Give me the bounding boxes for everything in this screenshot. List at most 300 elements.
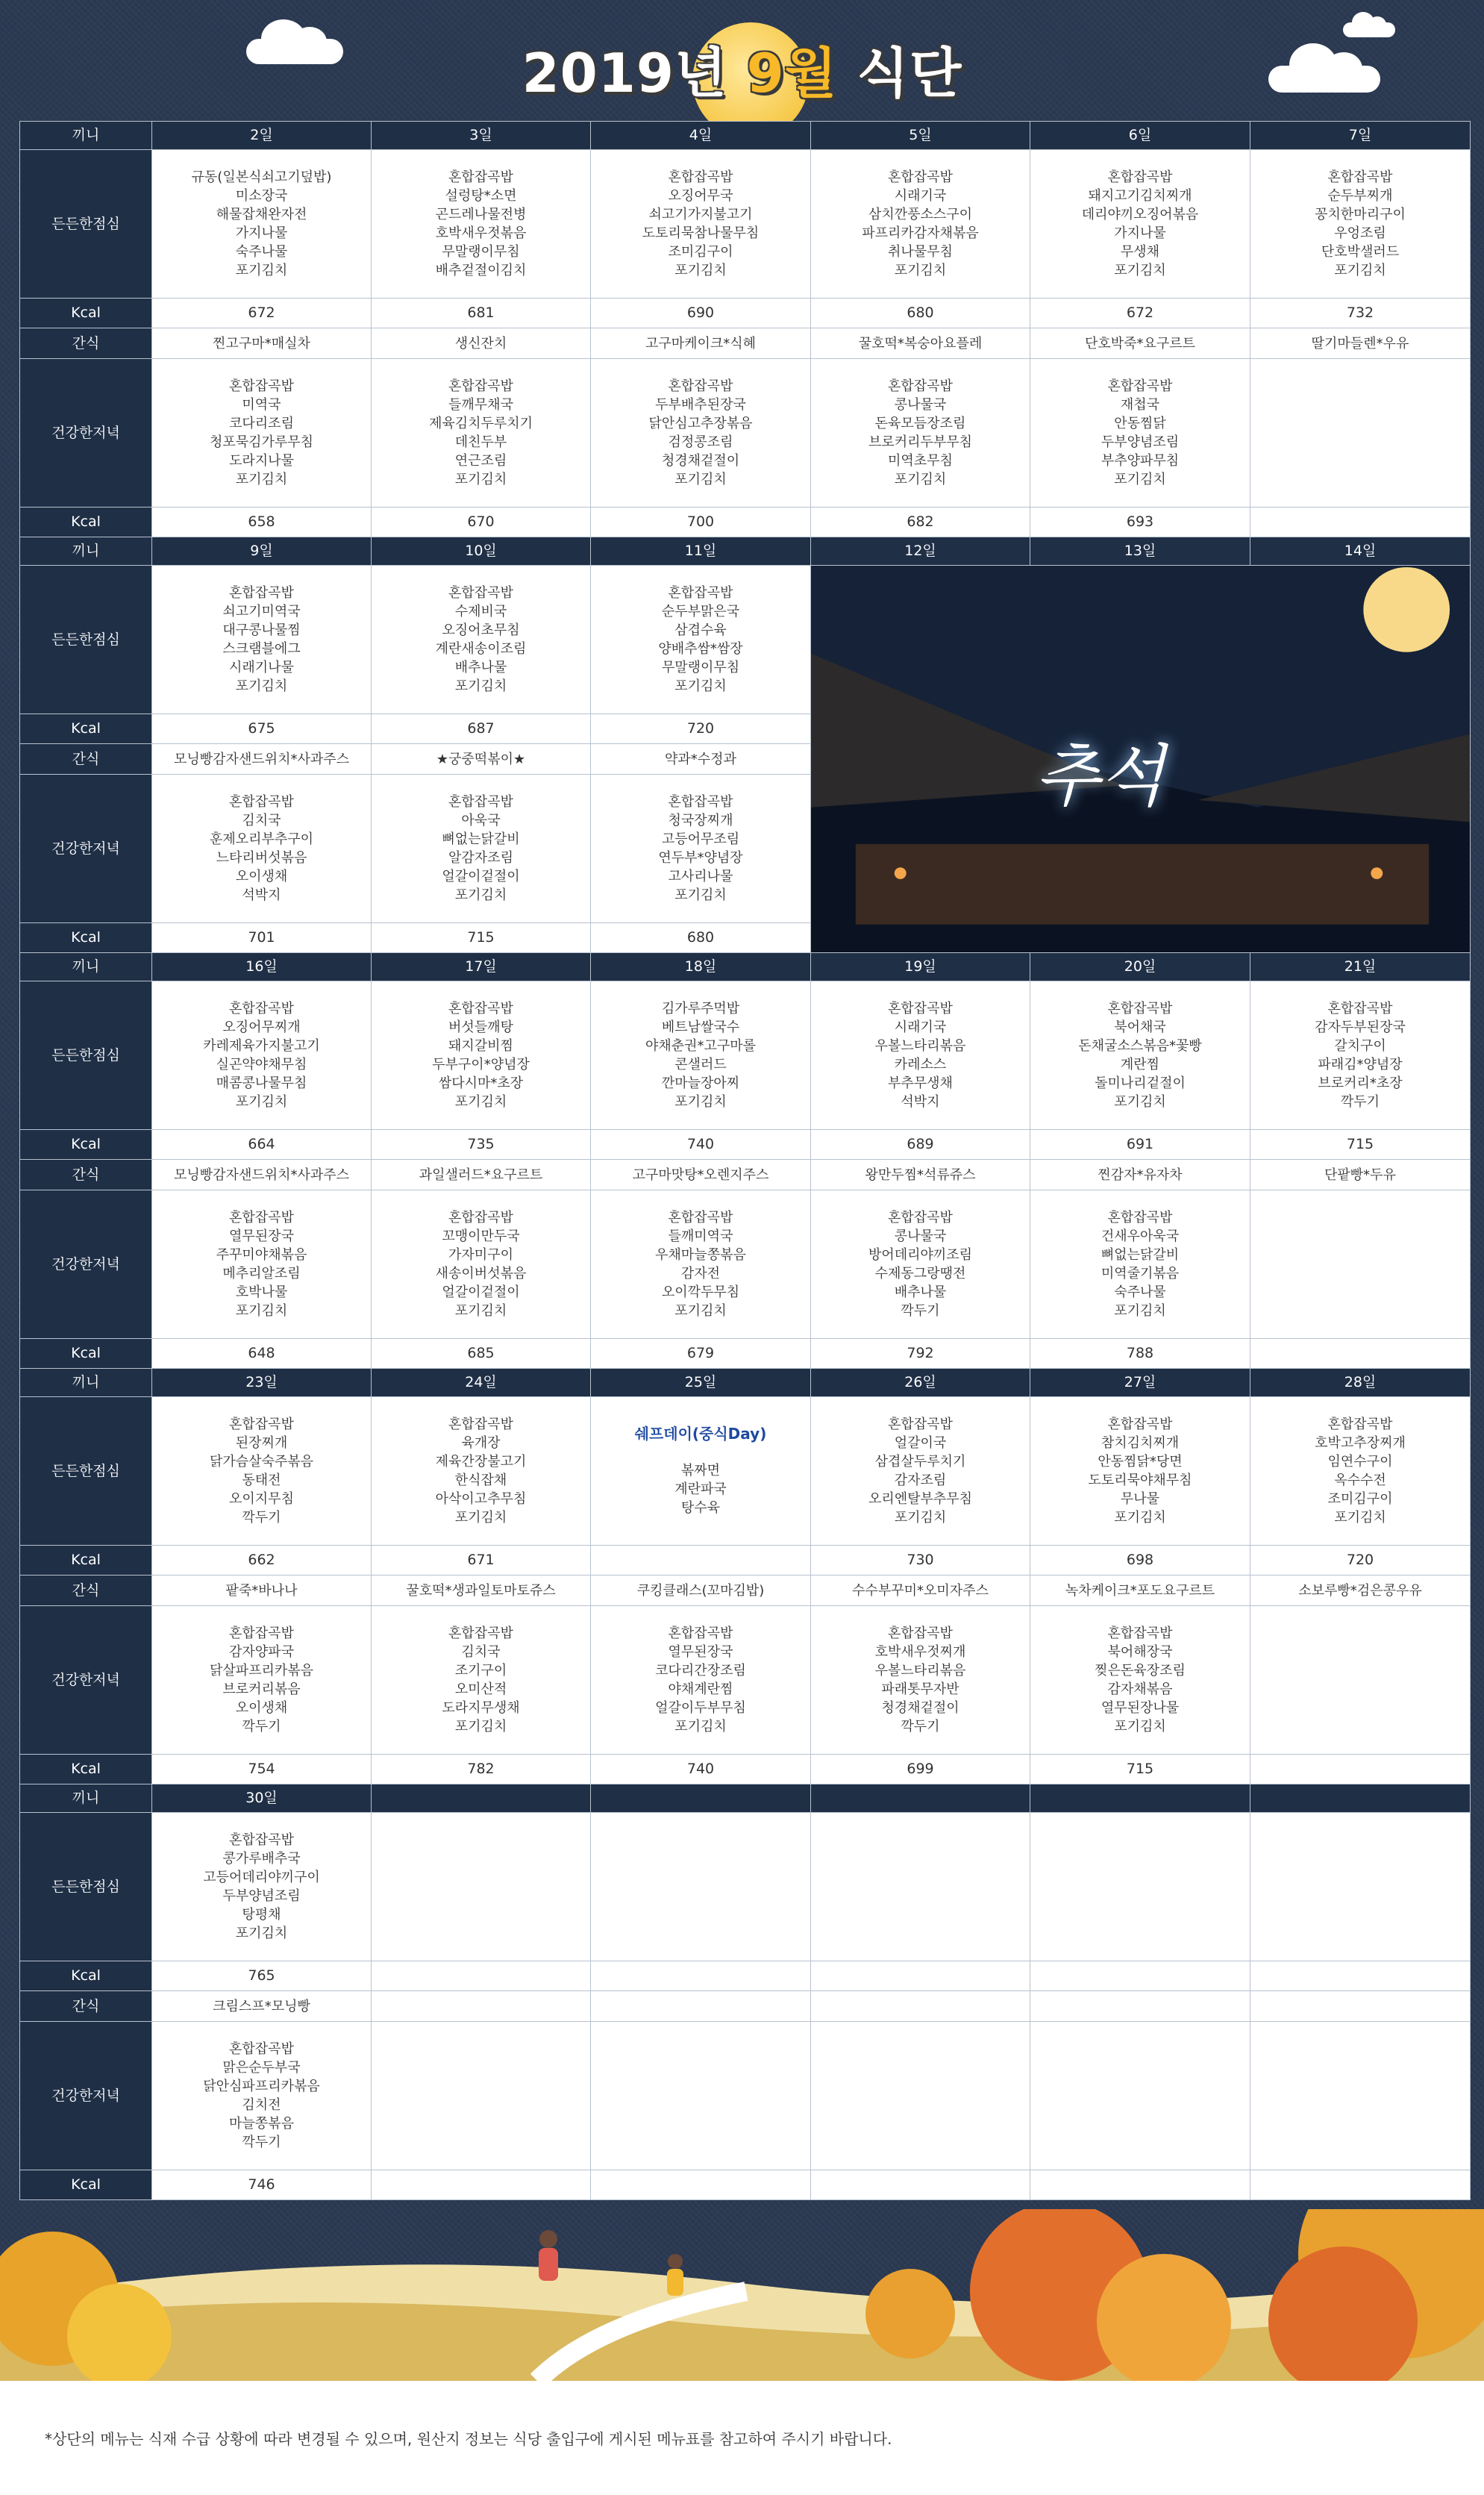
table-row — [20, 1339, 1471, 1369]
lunch-kcal-cell: 698 — [1030, 1546, 1250, 1576]
menu-item: 매콤콩나물무침 — [216, 1075, 307, 1091]
menu-item: 깍두기 — [901, 1719, 940, 1734]
day-header — [1250, 1784, 1471, 1813]
menu-item: 뼈없는닭갈비 — [442, 831, 520, 847]
menu-item: 열무된장국 — [229, 1228, 294, 1244]
menu-item: 석박지 — [242, 887, 281, 903]
menu-item: 파래김*양념장 — [1318, 1057, 1403, 1072]
menu-item: 포기김치 — [674, 678, 727, 694]
menu-item: 호박고추장찌개 — [1315, 1435, 1406, 1451]
dinner-cell — [152, 775, 372, 923]
menu-item: 카레제육가지불고기 — [203, 1038, 320, 1054]
dinner-kcal-cell — [372, 2170, 591, 2200]
table-row — [20, 1961, 1471, 1991]
row-label: 건강한저녁 — [20, 775, 152, 923]
menu-item: 포기김치 — [674, 1719, 727, 1734]
menu-item: 닭가슴살숙주볶음 — [209, 1454, 314, 1470]
menu-item: 포기김치 — [894, 1510, 947, 1526]
day-header: 20일 — [1030, 953, 1250, 981]
title-month: 9월 — [746, 42, 838, 104]
menu-item: 우엉조림 — [1334, 225, 1386, 241]
day-header: 6일 — [1030, 122, 1250, 150]
lunch-cell — [372, 566, 591, 714]
dinner-kcal-cell — [1030, 2170, 1250, 2200]
table-row — [20, 537, 1471, 566]
snack-cell: 과일샐러드*요구르트 — [372, 1160, 591, 1190]
menu-item: 혼합잡곡밥 — [668, 1626, 733, 1641]
menu-item: 미역줄기볶음 — [1101, 1266, 1180, 1281]
menu-item: 포기김치 — [674, 472, 727, 487]
dinner-kcal-cell: 782 — [372, 1755, 591, 1784]
menu-item: 된장찌개 — [235, 1435, 288, 1451]
row-label: Kcal — [20, 299, 152, 328]
snack-cell: 수수부꾸미*오미자주스 — [811, 1576, 1030, 1606]
day-header: 27일 — [1030, 1369, 1250, 1397]
menu-item: 혼합잡곡밥 — [448, 1626, 513, 1641]
menu-item: 돼지고기김치찌개 — [1088, 188, 1192, 204]
lunch-cell — [1250, 150, 1471, 299]
menu-item: 뼈없는닭갈비 — [1101, 1247, 1180, 1263]
day-header: 10일 — [372, 537, 591, 566]
row-label: 끼니 — [20, 953, 152, 981]
day-header: 30일 — [152, 1784, 372, 1813]
menu-item: 혼합잡곡밥 — [668, 794, 733, 810]
snack-cell: ★궁중떡볶이★ — [372, 744, 591, 775]
dinner-cell — [1250, 1606, 1471, 1755]
row-label: 든든한점심 — [20, 1397, 152, 1546]
table-row — [20, 1606, 1471, 1755]
dinner-cell — [591, 1606, 811, 1755]
menu-item: 깍두기 — [901, 1303, 940, 1319]
menu-item: 혼합잡곡밥 — [229, 585, 294, 601]
menu-item: 시래기나물 — [229, 660, 294, 675]
menu-item: 포기김치 — [454, 472, 507, 487]
menu-item: 갈치구이 — [1334, 1038, 1386, 1054]
dinner-cell — [1030, 1606, 1250, 1755]
day-header: 26일 — [811, 1369, 1030, 1397]
menu-item: 포기김치 — [1334, 1510, 1386, 1526]
dinner-kcal-cell: 754 — [152, 1755, 372, 1784]
lunch-cell — [372, 981, 591, 1130]
menu-item: 얼갈이두부무침 — [655, 1700, 746, 1716]
menu-item: 쇠고기가지불고기 — [648, 207, 753, 222]
menu-item: 혼합잡곡밥 — [888, 1001, 953, 1017]
day-header: 21일 — [1250, 953, 1471, 981]
menu-item: 포기김치 — [235, 472, 288, 487]
lunch-kcal-cell — [591, 1961, 811, 1991]
dinner-kcal-cell: 682 — [811, 508, 1030, 537]
menu-item: 데친두부 — [454, 434, 507, 450]
menu-item: 혼합잡곡밥 — [229, 1626, 294, 1641]
lunch-kcal-cell: 735 — [372, 1130, 591, 1160]
menu-item: 탕평채 — [242, 1907, 281, 1923]
menu-item: 혼합잡곡밥 — [668, 378, 733, 394]
dinner-kcal-cell: 679 — [591, 1339, 811, 1369]
lunch-cell — [152, 981, 372, 1130]
menu-item: 야채춘권*고구마롤 — [645, 1038, 757, 1054]
menu-item: 삼겹살두루치기 — [874, 1454, 966, 1470]
menu-item: 파래톳무자반 — [881, 1681, 959, 1697]
menu-item: 포기김치 — [235, 678, 288, 694]
snack-cell — [591, 1991, 811, 2022]
chuseok-holiday-image — [811, 566, 1471, 953]
menu-item: 얼갈이국 — [894, 1435, 947, 1451]
lunch-cell — [1250, 1397, 1471, 1546]
menu-item: 조기구이 — [454, 1663, 507, 1679]
snack-cell: 찐감자*유자차 — [1030, 1160, 1250, 1190]
day-header: 9일 — [152, 537, 372, 566]
table-row — [20, 1160, 1471, 1190]
menu-item: 맑은순두부국 — [222, 2060, 301, 2076]
menu-item: 오리엔탈부추무침 — [868, 1491, 973, 1507]
dinner-kcal-cell: 680 — [591, 923, 811, 953]
menu-item: 감자양파국 — [229, 1644, 294, 1660]
dinner-kcal-cell — [1250, 2170, 1471, 2200]
menu-item: 포기김치 — [454, 1719, 507, 1734]
dinner-kcal-cell: 670 — [372, 508, 591, 537]
day-header: 7일 — [1250, 122, 1471, 150]
chuseok-title: 추석 — [1035, 737, 1165, 816]
dinner-cell — [372, 2022, 591, 2170]
menu-item: 아욱국 — [461, 813, 501, 828]
menu-item: 혼합잡곡밥 — [448, 1417, 513, 1432]
menu-item: 연두부*양념장 — [658, 850, 743, 866]
menu-item: 닭안심파프리카볶음 — [203, 2079, 320, 2094]
row-label: 끼니 — [20, 537, 152, 566]
menu-item: 야채계란찜 — [668, 1681, 733, 1697]
row-label: Kcal — [20, 1961, 152, 1991]
lunch-kcal-cell: 740 — [591, 1130, 811, 1160]
menu-item: 고등어데리야끼구이 — [203, 1870, 320, 1885]
dinner-kcal-cell: 715 — [372, 923, 591, 953]
menu-item: 꼬맹이만두국 — [442, 1228, 520, 1244]
menu-item: 포기김치 — [235, 1094, 288, 1110]
table-row — [20, 953, 1471, 981]
menu-item: 얼갈이겉절이 — [442, 1284, 520, 1300]
menu-item: 포기김치 — [454, 887, 507, 903]
menu-item: 두부양념조림 — [222, 1888, 301, 1904]
menu-item: 숙주나물 — [1114, 1284, 1166, 1300]
menu-item: 무나물 — [1120, 1491, 1160, 1507]
dinner-cell — [811, 359, 1030, 508]
footer-note: *상단의 메뉴는 식재 수급 상황에 따라 변경될 수 있으며, 원산지 정보는 식당 출입구에 게시된 메뉴표를 참고하여 주시기 바랍니다. — [45, 2430, 892, 2448]
menu-item: 카레소스 — [894, 1057, 947, 1072]
menu-item: 수제비국 — [454, 604, 507, 619]
menu-item: 재첩국 — [1120, 397, 1160, 413]
table-row — [20, 1784, 1471, 1813]
menu-item: 훈제오리부추구이 — [209, 831, 314, 847]
menu-item: 깍두기 — [242, 2135, 281, 2150]
lunch-kcal-cell: 675 — [152, 714, 372, 744]
menu-item: 한식잡채 — [454, 1473, 507, 1488]
dinner-kcal-cell — [1250, 508, 1471, 537]
menu-item: 메추리알조림 — [222, 1266, 301, 1281]
menu-item: 제육간장불고기 — [435, 1454, 527, 1470]
row-label: 끼니 — [20, 1784, 152, 1813]
menu-item: 혼합잡곡밥 — [1327, 1001, 1393, 1017]
lunch-kcal-cell: 715 — [1250, 1130, 1471, 1160]
lunch-cell — [372, 1397, 591, 1546]
menu-item: 스크램블에그 — [222, 641, 301, 657]
row-label: Kcal — [20, 1546, 152, 1576]
menu-item: 포기김치 — [1114, 472, 1166, 487]
lunch-kcal-cell: 680 — [811, 299, 1030, 328]
row-label: 든든한점심 — [20, 981, 152, 1130]
lunch-cell — [591, 1813, 811, 1961]
menu-item: 들깨무채국 — [448, 397, 513, 413]
day-header: 11일 — [591, 537, 811, 566]
menu-item: 알감자조림 — [448, 850, 513, 866]
menu-item: 포기김치 — [894, 263, 947, 278]
dinner-cell — [152, 359, 372, 508]
menu-item: 안동찜닭 — [1114, 416, 1166, 431]
menu-item: 혼합잡곡밥 — [229, 2041, 294, 2057]
dinner-cell — [811, 1606, 1030, 1755]
menu-item: 두부배추된장국 — [655, 397, 746, 413]
menu-item: 미역국 — [242, 397, 281, 413]
dinner-kcal-cell: 658 — [152, 508, 372, 537]
menu-item: 청포묵김가루무침 — [209, 434, 314, 450]
snack-cell: 약과*수정과 — [591, 744, 811, 775]
dinner-kcal-cell: 792 — [811, 1339, 1030, 1369]
lunch-cell — [811, 150, 1030, 299]
menu-item: 우채마늘쫑볶음 — [655, 1247, 746, 1263]
snack-cell: 모닝빵감자샌드위치*사과주스 — [152, 1160, 372, 1190]
lunch-cell — [1030, 1397, 1250, 1546]
day-header: 16일 — [152, 953, 372, 981]
row-label: 끼니 — [20, 122, 152, 150]
menu-item: 포기김치 — [1114, 1094, 1166, 1110]
menu-item: 깐마늘장아찌 — [661, 1075, 740, 1091]
menu-item: 동태전 — [242, 1473, 281, 1488]
table-row — [20, 359, 1471, 508]
menu-item: 혼합잡곡밥 — [1327, 1417, 1393, 1432]
menu-item: 고사리나물 — [668, 869, 733, 884]
menu-item: 파프리카감자채볶음 — [862, 225, 979, 241]
menu-item: 청국장찌개 — [668, 813, 733, 828]
menu-item: 가지나물 — [1114, 225, 1166, 241]
lunch-cell — [591, 1397, 811, 1546]
menu-item: 순두부맑은국 — [661, 604, 740, 619]
lunch-cell — [591, 981, 811, 1130]
menu-item: 수제동그랑땡전 — [874, 1266, 966, 1281]
menu-item: 포기김치 — [454, 678, 507, 694]
day-header: 18일 — [591, 953, 811, 981]
menu-item: 포기김치 — [894, 472, 947, 487]
menu-item: 혼합잡곡밥 — [448, 169, 513, 185]
day-header — [1030, 1784, 1250, 1813]
snack-cell: 생신잔치 — [372, 328, 591, 359]
menu-item: 오이지무침 — [229, 1491, 294, 1507]
menu-item: 혼합잡곡밥 — [888, 1626, 953, 1641]
table-row — [20, 299, 1471, 328]
menu-item: 돈육모듬장조림 — [874, 416, 966, 431]
day-header: 12일 — [811, 537, 1030, 566]
menu-item: 느타리버섯볶음 — [216, 850, 307, 866]
menu-item: 계란새송이조림 — [435, 641, 527, 657]
lunch-cell — [1250, 1813, 1471, 1961]
menu-item: 미소장국 — [235, 188, 288, 204]
menu-table — [19, 121, 1471, 2200]
lunch-kcal-cell — [591, 1546, 811, 1576]
menu-item: 브로커리두부무침 — [868, 434, 973, 450]
day-header: 17일 — [372, 953, 591, 981]
snack-cell: 소보루빵*검은콩우유 — [1250, 1576, 1471, 1606]
snack-cell — [372, 1991, 591, 2022]
menu-item: 연근조림 — [454, 453, 507, 469]
menu-item: 고등어무조림 — [661, 831, 740, 847]
lunch-kcal-cell: 687 — [372, 714, 591, 744]
menu-item: 포기김치 — [454, 1094, 507, 1110]
menu-item: 열무된장나물 — [1101, 1700, 1180, 1716]
day-header: 3일 — [372, 122, 591, 150]
snack-cell: 왕만두찜*석류쥬스 — [811, 1160, 1030, 1190]
menu-item: 깍두기 — [242, 1719, 281, 1734]
menu-item: 콩나물국 — [894, 1228, 947, 1244]
menu-item: 조미김구이 — [1327, 1491, 1393, 1507]
day-header: 14일 — [1250, 537, 1471, 566]
table-row — [20, 1190, 1471, 1339]
menu-item: 대구콩나물찜 — [222, 622, 301, 638]
menu-item: 가지나물 — [235, 225, 288, 241]
menu-item: 무말랭이무침 — [442, 244, 520, 260]
table-row — [20, 1991, 1471, 2022]
day-header: 28일 — [1250, 1369, 1471, 1397]
table-row — [20, 1130, 1471, 1160]
menu-item: 마늘쫑볶음 — [229, 2116, 294, 2132]
dinner-kcal-cell: 701 — [152, 923, 372, 953]
dinner-kcal-cell: 700 — [591, 508, 811, 537]
lunch-kcal-cell: 690 — [591, 299, 811, 328]
dinner-kcal-cell: 693 — [1030, 508, 1250, 537]
menu-item: 혼합잡곡밥 — [668, 585, 733, 601]
menu-item: 시래기국 — [894, 1019, 947, 1035]
lunch-cell — [1250, 981, 1471, 1130]
dinner-cell — [372, 1190, 591, 1339]
lunch-cell — [152, 566, 372, 714]
menu-item: 취나물무침 — [888, 244, 953, 260]
menu-item: 김치전 — [242, 2097, 281, 2113]
snack-cell: 쿠킹클래스(꼬마김밥) — [591, 1576, 811, 1606]
menu-item: 탕수육 — [680, 1500, 721, 1516]
menu-item: 쇠고기미역국 — [222, 604, 301, 619]
menu-item: 찢은돈육장조림 — [1095, 1663, 1186, 1679]
menu-item: 혼합잡곡밥 — [1107, 1626, 1173, 1641]
row-label: Kcal — [20, 508, 152, 537]
table-row — [20, 508, 1471, 537]
dinner-cell — [1030, 2022, 1250, 2170]
menu-item: 오징어초무침 — [442, 622, 520, 638]
menu-item: 코다리조림 — [229, 416, 294, 431]
menu-item: 베트남쌀국수 — [661, 1019, 740, 1035]
menu-item: 조미김구이 — [668, 244, 733, 260]
row-label: 건강한저녁 — [20, 1190, 152, 1339]
menu-item: 혼합잡곡밥 — [888, 169, 953, 185]
table-row — [20, 2170, 1471, 2200]
table-row — [20, 2022, 1471, 2170]
dinner-kcal-cell: 699 — [811, 1755, 1030, 1784]
menu-item: 포기김치 — [674, 1094, 727, 1110]
page-title — [0, 30, 1484, 107]
dinner-cell — [1250, 2022, 1471, 2170]
row-label: 든든한점심 — [20, 1813, 152, 1961]
menu-item: 안동찜닭*당면 — [1098, 1454, 1183, 1470]
menu-item: 열무된장국 — [668, 1644, 733, 1660]
menu-item: 새송이버섯볶음 — [435, 1266, 527, 1281]
dinner-kcal-cell: 648 — [152, 1339, 372, 1369]
menu-item: 두부구이*양념장 — [432, 1057, 530, 1072]
day-header: 24일 — [372, 1369, 591, 1397]
table-row — [20, 981, 1471, 1130]
lunch-cell — [1030, 150, 1250, 299]
menu-item: 주꾸미야채볶음 — [216, 1247, 307, 1263]
menu-item: 우볼느타리볶음 — [874, 1663, 966, 1679]
menu-item: 감자두부된장국 — [1315, 1019, 1406, 1035]
menu-item: 오이깍두무침 — [661, 1284, 740, 1300]
day-header: 4일 — [591, 122, 811, 150]
lunch-kcal-cell: 671 — [372, 1546, 591, 1576]
menu-item: 닭살파프리카볶음 — [209, 1663, 314, 1679]
row-label: 간식 — [20, 1576, 152, 1606]
menu-item: 아삭이고추무침 — [435, 1491, 527, 1507]
menu-item: 꽁치한마리구이 — [1315, 207, 1406, 222]
menu-item: 혼합잡곡밥 — [229, 1001, 294, 1017]
menu-item: 감자전 — [680, 1266, 721, 1281]
menu-item: 무말랭이무침 — [661, 660, 740, 675]
menu-item: 브로커리볶음 — [222, 1681, 301, 1697]
menu-item: 계란찜 — [1120, 1057, 1160, 1072]
menu-item: 북어해장국 — [1107, 1644, 1173, 1660]
lunch-cell — [591, 566, 811, 714]
special-day-title: 쉐프데이(중식Day) — [634, 1425, 767, 1443]
day-header — [811, 1784, 1030, 1813]
menu-item: 혼합잡곡밥 — [1107, 1001, 1173, 1017]
row-label: Kcal — [20, 923, 152, 953]
menu-item: 배추나물 — [454, 660, 507, 675]
menu-item: 설렁탕*소면 — [445, 188, 517, 204]
day-header: 25일 — [591, 1369, 811, 1397]
day-header — [372, 1784, 591, 1813]
menu-item: 포기김치 — [674, 887, 727, 903]
table-row — [20, 150, 1471, 299]
row-label: Kcal — [20, 1339, 152, 1369]
row-label: 건강한저녁 — [20, 1606, 152, 1755]
row-label: 건강한저녁 — [20, 359, 152, 508]
menu-item: 방어데리야끼조림 — [868, 1247, 973, 1263]
menu-item: 김치국 — [461, 1644, 501, 1660]
day-header: 23일 — [152, 1369, 372, 1397]
menu-item: 코다리간장조림 — [655, 1663, 746, 1679]
menu-item: 계란파국 — [674, 1481, 727, 1497]
dinner-cell — [591, 2022, 811, 2170]
row-label: Kcal — [20, 714, 152, 744]
lunch-kcal-cell: 689 — [811, 1130, 1030, 1160]
dinner-kcal-cell — [811, 2170, 1030, 2200]
menu-item: 브로커리*초장 — [1318, 1075, 1403, 1091]
snack-cell: 팥죽*바나나 — [152, 1576, 372, 1606]
table-row — [20, 1576, 1471, 1606]
snack-cell: 모닝빵감자샌드위치*사과주스 — [152, 744, 372, 775]
menu-item: 호박새우젓볶음 — [435, 225, 527, 241]
menu-item: 순두부찌개 — [1327, 188, 1393, 204]
menu-item: 콩가루배추국 — [222, 1851, 301, 1867]
menu-item: 포기김치 — [235, 263, 288, 278]
day-header — [591, 1784, 811, 1813]
lunch-kcal-cell: 664 — [152, 1130, 372, 1160]
menu-item: 북어채국 — [1114, 1019, 1166, 1035]
day-header: 13일 — [1030, 537, 1250, 566]
menu-item: 볶짜면 — [680, 1463, 721, 1478]
